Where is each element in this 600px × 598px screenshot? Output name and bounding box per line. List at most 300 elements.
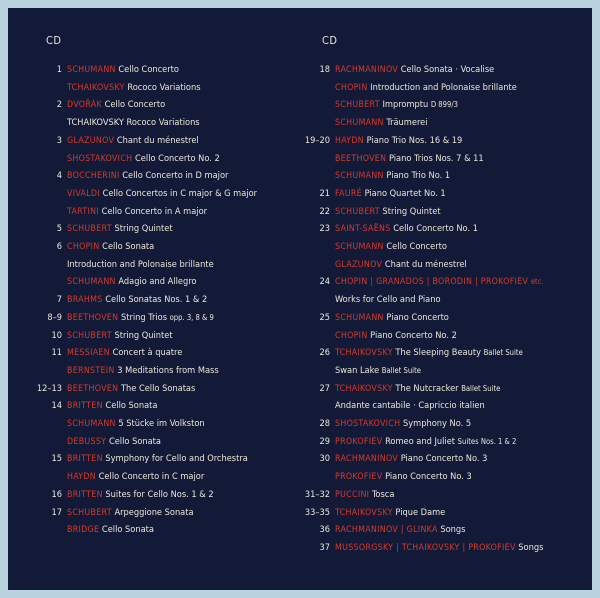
work-title: Cello Concerto No. 1 <box>393 223 478 235</box>
disc-number: 29 <box>319 435 330 447</box>
track-text <box>67 380 195 398</box>
work-title: String Trios <box>120 311 167 323</box>
composer-name: DVOŘÁK <box>67 100 102 111</box>
disc-number-cell <box>300 238 330 255</box>
disc-number: 22 <box>319 205 330 217</box>
disc-number-cell <box>8 380 62 397</box>
track-text <box>335 167 450 185</box>
work-title: Songs <box>440 524 466 536</box>
disc-number-cell <box>8 468 62 485</box>
track-row <box>300 504 592 521</box>
work-title: Cello Sonata <box>105 400 158 412</box>
track-text <box>335 397 485 414</box>
track-row <box>8 273 300 290</box>
disc-number-cell <box>8 327 62 344</box>
track-row <box>8 397 300 414</box>
track-text <box>335 344 523 362</box>
composer-name: BEETHOVEN <box>335 153 387 164</box>
work-title: Tosca <box>371 488 395 500</box>
composer-name: TCHAIKOVSKY <box>67 82 125 93</box>
disc-number: 33–35 <box>304 506 330 518</box>
composer-name: BEETHOVEN <box>67 383 119 394</box>
work-title: Piano Trio No. 1 <box>386 170 451 182</box>
disc-number-cell <box>300 114 330 131</box>
track-text <box>67 238 154 256</box>
track-text <box>335 61 494 79</box>
track-text <box>335 468 472 486</box>
disc-number-cell <box>8 309 62 326</box>
track-row <box>8 132 300 149</box>
work-title: Cello Sonatas Nos. 1 & 2 <box>105 294 208 306</box>
track-text <box>335 203 441 221</box>
composer-name: VIVALDI <box>67 188 100 199</box>
composer-name: CHOPIN | GRANADOS | BORODIN | PROKOFIEV <box>335 277 529 288</box>
disc-number-cell <box>8 96 62 113</box>
disc-number-cell <box>8 504 62 521</box>
disc-number-cell <box>8 61 62 78</box>
track-row <box>300 273 592 290</box>
track-row <box>300 433 592 450</box>
track-text <box>67 397 157 415</box>
disc-number: 37 <box>319 541 330 553</box>
track-text <box>67 291 207 309</box>
work-title: Cello Sonata <box>108 435 161 447</box>
disc-number-cell <box>300 468 330 485</box>
track-row <box>300 450 592 467</box>
composer-name: TCHAIKOVSKY <box>335 507 393 518</box>
composer-name: BRITTEN <box>67 454 103 465</box>
composer-name: TARTINI <box>67 206 99 217</box>
work-title: Works for Cello and Piano <box>335 294 441 306</box>
work-title: Cello Concerto in C major <box>98 471 205 483</box>
composer-name: SCHUMANN <box>335 312 384 323</box>
track-row <box>8 167 300 184</box>
composer-name: SCHUMANN <box>67 65 116 75</box>
track-text <box>335 256 467 274</box>
track-text <box>67 468 204 486</box>
composer-name: RACHMANINOV <box>335 454 399 465</box>
work-detail: Suites Nos. 1 & 2 <box>457 436 517 446</box>
track-row <box>8 96 300 113</box>
work-title: 3 Meditations from Mass <box>117 364 219 376</box>
disc-number-cell <box>8 203 62 220</box>
track-row <box>8 450 300 467</box>
track-row <box>8 114 300 131</box>
disc-number-cell <box>300 291 330 308</box>
composer-name: RACHMANINOV <box>335 65 399 75</box>
track-text <box>335 114 428 132</box>
work-title: Pique Dame <box>395 506 446 518</box>
disc-number: 10 <box>51 329 62 341</box>
disc-number-cell <box>8 238 62 255</box>
work-title: Cello Concerto No. 2 <box>135 152 220 164</box>
track-row <box>8 203 300 220</box>
disc-number-cell <box>300 185 330 202</box>
track-text <box>335 273 544 291</box>
track-row <box>8 468 300 485</box>
disc-number: 4 <box>56 170 62 182</box>
track-row <box>8 521 300 538</box>
disc-number: 18 <box>319 64 330 75</box>
track-row <box>8 291 300 308</box>
track-row <box>8 79 300 96</box>
work-title: Piano Trios Nos. 7 & 11 <box>388 152 484 164</box>
disc-number: 8–9 <box>47 311 62 323</box>
disc-number-cell <box>300 256 330 273</box>
work-title: The Sleeping Beauty <box>395 347 481 359</box>
disc-number: 5 <box>56 223 62 235</box>
track-text <box>335 238 447 256</box>
work-title: Songs <box>518 541 544 553</box>
track-row <box>8 220 300 237</box>
work-title: Cello Concerto <box>104 99 166 111</box>
disc-number-cell <box>300 327 330 344</box>
work-title: Romeo and Juliet <box>385 435 456 447</box>
disc-number-cell <box>8 362 62 379</box>
work-detail: etc. <box>530 277 544 287</box>
work-title: Cello Sonata · Vocalise <box>400 64 495 75</box>
track-text <box>335 185 446 203</box>
disc-number: 26 <box>319 347 330 359</box>
track-row <box>300 380 592 397</box>
track-row <box>8 486 300 503</box>
composer-name: SHOSTAKOVICH <box>335 419 401 429</box>
track-text <box>67 504 194 522</box>
track-row <box>300 114 592 131</box>
work-title: Andante cantabile · Capriccio italien <box>335 400 485 412</box>
track-text <box>67 433 161 451</box>
track-row <box>300 539 592 556</box>
track-row <box>300 238 592 255</box>
work-title: Impromptu <box>382 99 429 111</box>
work-title: Symphony No. 5 <box>403 418 472 429</box>
work-detail: D 899/3 <box>430 100 458 110</box>
disc-number: 16 <box>51 488 62 500</box>
track-row <box>300 185 592 202</box>
work-detail: Ballet Suite <box>381 365 421 375</box>
work-title: Chant du ménestrel <box>384 258 467 270</box>
track-row <box>300 61 592 78</box>
disc-number-cell <box>300 150 330 167</box>
work-title: Piano Concerto <box>386 311 449 323</box>
cd-header: CD <box>322 34 338 47</box>
track-row <box>300 415 592 432</box>
track-text <box>67 96 165 114</box>
disc-number-cell <box>8 132 62 149</box>
disc-number: 2 <box>56 99 62 111</box>
track-text <box>335 327 457 345</box>
work-detail: Ballet Suite <box>461 383 501 393</box>
track-row <box>300 521 592 538</box>
track-row <box>300 468 592 485</box>
work-title: Introduction and Polonaise brillante <box>67 258 214 270</box>
composer-name: FAURÉ <box>335 188 362 199</box>
track-row <box>300 167 592 184</box>
disc-number: 31–32 <box>304 488 330 500</box>
work-title: Cello Concerto <box>386 241 447 252</box>
disc-number: 23 <box>319 223 330 235</box>
composer-name: SCHUBERT <box>67 507 112 518</box>
track-row <box>8 415 300 432</box>
track-text <box>335 380 500 398</box>
disc-number: 7 <box>56 294 62 306</box>
disc-number-cell <box>8 114 62 131</box>
track-row <box>8 504 300 521</box>
disc-number-cell <box>8 256 62 273</box>
work-title: Suites for Cello Nos. 1 & 2 <box>105 488 214 500</box>
track-row <box>300 79 592 96</box>
track-row <box>8 238 300 255</box>
track-row <box>300 362 592 379</box>
track-row <box>300 220 592 237</box>
disc-number-cell <box>300 273 330 290</box>
track-row <box>8 61 300 78</box>
disc-number-cell <box>300 415 330 432</box>
disc-number: 1 <box>56 64 62 75</box>
disc-number: 12–13 <box>36 382 62 394</box>
track-text <box>67 114 200 131</box>
composer-name: BRITTEN <box>67 489 103 500</box>
track-row <box>300 256 592 273</box>
track-text <box>67 309 214 327</box>
disc-number-cell <box>300 61 330 78</box>
work-title: Cello Sonata <box>101 524 154 536</box>
track-row <box>8 309 300 326</box>
disc-number: 30 <box>319 453 330 465</box>
composer-name: CHOPIN <box>335 330 368 341</box>
disc-number: 36 <box>319 524 330 536</box>
work-title: Piano Concerto No. 2 <box>370 329 457 341</box>
composer-name: SHOSTAKOVICH <box>67 153 133 164</box>
disc-number-cell <box>8 344 62 361</box>
work-title: String Quintet <box>382 205 441 217</box>
composer-name: TCHAIKOVSKY <box>335 348 393 359</box>
work-title: Adagio and Allegro <box>118 276 197 288</box>
disc-number: 14 <box>51 400 62 412</box>
composer-name: BEETHOVEN <box>67 312 119 323</box>
track-text <box>67 521 154 539</box>
work-title: Introduction and Polonaise brillante <box>370 81 517 93</box>
work-title: The Cello Sonatas <box>120 382 196 394</box>
disc-number: 24 <box>319 276 330 288</box>
work-title: Träumerei <box>386 117 428 129</box>
track-text <box>67 344 182 362</box>
disc-number-cell <box>300 344 330 361</box>
disc-number-cell <box>300 79 330 96</box>
disc-number: 3 <box>56 134 62 146</box>
track-text <box>67 150 220 168</box>
track-text <box>67 327 173 345</box>
composer-name: BOCCHERINI <box>67 171 120 182</box>
work-title: Cello Concertos in C major & G major <box>102 187 258 199</box>
track-text <box>67 415 205 433</box>
disc-number-cell <box>300 450 330 467</box>
track-text <box>335 309 449 327</box>
disc-number-cell <box>300 380 330 397</box>
composer-name: CHOPIN <box>335 82 368 93</box>
track-text <box>335 504 445 522</box>
composer-name: BRITTEN <box>67 401 103 412</box>
booklet-page <box>8 8 592 590</box>
work-title: Cello Concerto in D major <box>122 170 229 182</box>
disc-number: 19–20 <box>304 134 330 146</box>
work-title: The Nutcracker <box>395 382 459 394</box>
track-text <box>335 450 487 468</box>
work-detail: Ballet Suite <box>483 348 523 358</box>
disc-number-cell <box>8 273 62 290</box>
track-text <box>67 362 219 380</box>
composer-name: SCHUMANN <box>335 242 384 252</box>
composer-name: MUSSORGSKY | TCHAIKOVSKY | PROKOFIEV <box>335 542 516 553</box>
track-text <box>67 79 201 97</box>
disc-number-cell <box>8 486 62 503</box>
track-row <box>8 380 300 397</box>
track-row <box>8 433 300 450</box>
composer-name: BRIDGE <box>67 525 100 536</box>
work-title: TCHAIKOVSKY Rococo Variations <box>67 117 200 129</box>
disc-number: 27 <box>319 382 330 394</box>
track-row <box>8 256 300 273</box>
track-text <box>335 486 394 504</box>
track-text <box>67 132 199 150</box>
work-title: Swan Lake <box>335 364 380 376</box>
composer-name: SCHUBERT <box>67 224 112 235</box>
work-title: Chant du ménestrel <box>116 134 199 146</box>
track-row <box>300 397 592 414</box>
track-text <box>335 150 484 168</box>
work-title: Cello Concerto in A major <box>101 205 208 217</box>
track-row <box>300 150 592 167</box>
disc-number-cell <box>8 415 62 432</box>
work-title: Symphony for Cello and Orchestra <box>105 453 248 465</box>
composer-name: SCHUMANN <box>67 277 116 288</box>
track-text <box>335 132 462 150</box>
track-text <box>335 415 471 433</box>
composer-name: HAYDN <box>67 472 97 483</box>
disc-number: 17 <box>51 506 62 518</box>
composer-name: TCHAIKOVSKY <box>335 383 393 394</box>
track-text <box>335 521 465 539</box>
track-text <box>67 61 179 79</box>
disc-number-cell <box>300 132 330 149</box>
composer-name: SCHUMANN <box>67 419 116 429</box>
disc-number-cell <box>300 486 330 503</box>
work-title: 5 Stücke im Volkston <box>118 418 205 429</box>
track-row <box>300 486 592 503</box>
composer-name: SAINT-SAËNS <box>335 224 391 235</box>
composer-name: SCHUBERT <box>335 206 380 217</box>
composer-name: PROKOFIEV <box>335 472 383 483</box>
track-row <box>8 327 300 344</box>
disc-number-cell <box>300 397 330 414</box>
track-text <box>67 203 207 221</box>
track-row <box>300 309 592 326</box>
track-row <box>300 96 592 113</box>
disc-number-cell <box>300 309 330 326</box>
work-detail: opp. 3, 8 & 9 <box>169 312 214 322</box>
composer-name: SCHUBERT <box>335 100 380 111</box>
track-row <box>300 291 592 308</box>
disc-number-cell <box>300 539 330 556</box>
composer-name: CHOPIN <box>67 242 100 252</box>
disc-number-cell <box>300 362 330 379</box>
disc-number: 28 <box>319 418 330 429</box>
composer-name: HAYDN <box>335 135 365 146</box>
track-text <box>335 220 478 238</box>
cd-header: CD <box>46 34 62 47</box>
disc-number-cell <box>8 521 62 538</box>
composer-name: SCHUBERT <box>67 330 112 341</box>
disc-number: 15 <box>51 453 62 465</box>
disc-number: 11 <box>51 347 62 359</box>
track-text <box>67 256 214 273</box>
track-row <box>300 203 592 220</box>
disc-number-cell <box>8 450 62 467</box>
track-text <box>335 539 543 557</box>
track-text <box>67 486 214 504</box>
composer-name: PROKOFIEV <box>335 436 383 447</box>
composer-name: BRAHMS <box>67 295 103 306</box>
track-text <box>67 185 257 203</box>
work-title: Piano Trio Nos. 16 & 19 <box>366 134 463 146</box>
work-title: Cello Sonata <box>102 241 155 252</box>
composer-name: SCHUMANN <box>335 171 384 182</box>
disc-number-cell <box>300 167 330 184</box>
composer-name: RACHMANINOV | GLINKA <box>335 525 438 536</box>
track-row <box>8 185 300 202</box>
disc-number-cell <box>8 220 62 237</box>
disc-number-cell <box>8 150 62 167</box>
work-title: Piano Concerto No. 3 <box>400 453 488 465</box>
track-text <box>335 291 441 308</box>
work-title: String Quintet <box>114 329 173 341</box>
disc-number: 21 <box>319 187 330 199</box>
composer-name: PUCCINI <box>335 489 370 500</box>
work-title: Arpeggione Sonata <box>114 506 194 518</box>
track-row <box>300 327 592 344</box>
track-row <box>8 150 300 167</box>
composer-name: BERNSTEIN <box>67 365 115 376</box>
track-row <box>300 344 592 361</box>
work-title: Concert à quatre <box>112 347 183 359</box>
track-text <box>67 273 196 291</box>
disc-number-cell <box>8 167 62 184</box>
disc-number-cell <box>8 185 62 202</box>
work-title: Rococo Variations <box>127 81 201 93</box>
disc-number-cell <box>300 203 330 220</box>
composer-name: GLAZUNOV <box>67 135 115 146</box>
work-title: Piano Quartet No. 1 <box>364 187 446 199</box>
disc-number-cell <box>300 433 330 450</box>
track-row <box>8 362 300 379</box>
track-text <box>67 450 248 468</box>
disc-number: 6 <box>56 241 62 252</box>
disc-number-cell <box>300 521 330 538</box>
composer-name: GLAZUNOV <box>335 259 383 270</box>
work-title: Cello Concerto <box>118 64 179 75</box>
disc-number-cell <box>300 220 330 237</box>
track-text <box>335 79 517 97</box>
track-row <box>8 344 300 361</box>
track-text <box>335 433 516 451</box>
disc-number: 25 <box>319 311 330 323</box>
track-row <box>300 132 592 149</box>
composer-name: SCHUMANN <box>335 118 384 129</box>
work-title: String Quintet <box>114 223 173 235</box>
track-text <box>67 167 228 185</box>
disc-number-cell <box>300 504 330 521</box>
disc-number-cell <box>8 291 62 308</box>
